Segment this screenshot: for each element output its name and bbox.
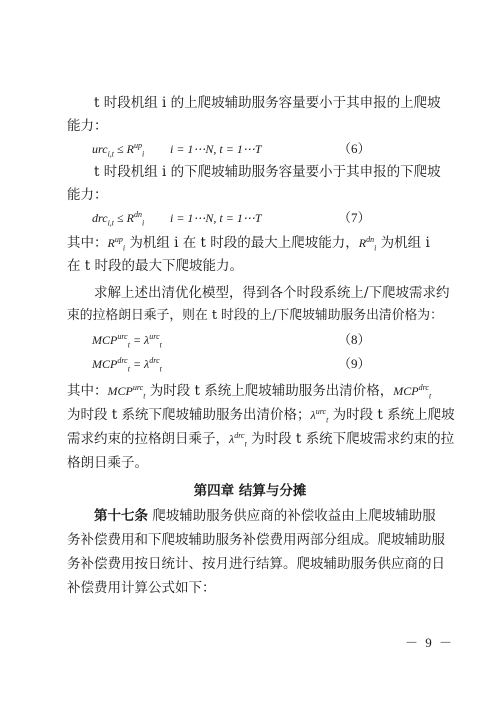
sym-sub: i	[374, 243, 377, 253]
eq7-lhs: drc	[92, 211, 108, 225]
paragraph-line: t 时段机组 i 的下爬坡辅助服务容量要小于其申报的下爬坡	[94, 164, 441, 180]
text-run: 为时段 t 系统下爬坡需求约束的拉	[246, 431, 455, 447]
paragraph-line: 能力：	[67, 118, 108, 134]
eq8-rhs: = λ	[129, 333, 150, 347]
paragraph-line: 补偿费用计算公式如下：	[67, 580, 216, 596]
math-symbol	[358, 235, 377, 253]
text-run: 爬坡辅助服务供应商的补偿收益由上爬坡辅助服	[148, 508, 436, 524]
paragraph-line: 格朗日乘子。	[67, 455, 148, 471]
paragraph-line: 能力：	[67, 187, 108, 203]
equation-8	[92, 330, 162, 350]
equation-9	[92, 354, 162, 374]
text-run: 需求约束的拉格朗日乘子，	[67, 431, 229, 447]
text-run: 为机组 i	[376, 235, 430, 251]
eq7-lhs-sub: i,t	[107, 218, 115, 228]
eq8-lhs-sup: urc	[117, 332, 128, 341]
eq6-lhs: urc	[92, 142, 108, 156]
text-run: 为时段 t 系统上爬坡	[328, 407, 455, 423]
eq9-rhs-sup: drc	[149, 356, 160, 365]
sym-sub: t	[326, 415, 329, 425]
eq7-op: ≤ R	[114, 211, 134, 225]
eq6-lhs-sub: i,t	[107, 149, 115, 159]
paragraph-line: 在 t 时段的最大下爬坡能力。	[67, 258, 244, 274]
eq9-lhs-sup: drc	[117, 356, 128, 365]
sym-sup: up	[114, 235, 123, 244]
eq8-rhs-sub: t	[159, 340, 162, 350]
math-symbol	[107, 235, 126, 253]
paragraph-line	[67, 429, 455, 449]
equation-6	[92, 139, 144, 159]
math-symbol	[310, 407, 329, 425]
sym-sup: urc	[315, 407, 327, 416]
eq6-op: ≤ R	[114, 142, 134, 156]
eq8-rhs-sup: urc	[149, 332, 160, 341]
sym: R	[358, 236, 367, 250]
sym-sup: drc	[234, 431, 245, 440]
math-symbol	[229, 431, 247, 449]
eq8-lhs: MCP	[92, 333, 118, 347]
eq6-rhs-sup: up	[133, 141, 142, 150]
paragraph-line	[67, 405, 455, 425]
text-run: 为时段 t 系统下爬坡辅助服务出清价格；	[67, 407, 311, 423]
eq7-rhs-sub: i	[141, 218, 145, 228]
equation-8-number: （8）	[338, 332, 371, 347]
math-symbol	[107, 383, 146, 401]
sym: R	[107, 236, 115, 250]
text-run: 为机组 i 在 t 时段的最大上爬坡能力，	[125, 235, 359, 251]
sym-sup: drc	[418, 383, 429, 392]
sym: MCP	[393, 384, 419, 398]
chapter-heading: 第四章 结算与分摊	[193, 483, 307, 499]
sym-sub: t	[143, 391, 146, 401]
eq9-lhs: MCP	[92, 357, 118, 371]
text-run: 为时段 t 系统上爬坡辅助服务出清价格，	[145, 383, 394, 399]
equation-7-condition: i = 1⋯N, t = 1⋯T	[170, 211, 262, 225]
text-run: 其中：	[67, 235, 108, 251]
sym: λ	[310, 408, 316, 422]
eq8-lhs-sub: t	[127, 340, 130, 350]
sym-sup: dn	[366, 235, 375, 244]
equation-6-number: （6）	[338, 141, 371, 156]
eq9-rhs-sub: t	[159, 364, 162, 374]
eq7-rhs-sup: dn	[133, 210, 142, 219]
sym-sub: t	[428, 391, 432, 401]
article-number: 第十七条	[94, 508, 148, 524]
sym-sup: urc	[132, 383, 144, 392]
paragraph-line: t 时段机组 i 的上爬坡辅助服务容量要小于其申报的上爬坡	[94, 95, 441, 111]
paragraph-line: 束的拉格朗日乘子，则在 t 时段的上/下爬坡辅助服务出清价格为：	[67, 308, 443, 323]
text-run: 其中：	[67, 383, 108, 399]
math-symbol	[393, 383, 432, 401]
equation-7	[92, 208, 144, 228]
eq9-rhs: = λ	[129, 357, 150, 371]
eq9-lhs-sub: t	[127, 364, 130, 374]
page-number: － 9 －	[405, 635, 455, 650]
paragraph-line	[67, 233, 447, 253]
equation-6-condition: i = 1⋯N, t = 1⋯T	[170, 142, 262, 156]
paragraph-line: 务补偿费用和下爬坡辅助服务补偿费用两部分组成。爬坡辅助服	[67, 532, 445, 548]
eq6-rhs-sub: i	[141, 149, 145, 159]
paragraph-line: 务补偿费用按日统计、按月进行结算。爬坡辅助服务供应商的日	[67, 556, 445, 572]
paragraph-line: 求解上述出清优化模型，得到各个时段系统上/下爬坡需求约	[94, 285, 450, 301]
paragraph-line	[94, 506, 442, 526]
sym-sub: t	[244, 439, 247, 449]
paragraph-line	[67, 381, 442, 401]
equation-7-number: （7）	[338, 210, 371, 225]
sym: λ	[229, 432, 235, 446]
sym-sub: i	[122, 243, 126, 253]
sym: MCP	[107, 384, 133, 398]
equation-9-number: （9）	[338, 356, 371, 371]
